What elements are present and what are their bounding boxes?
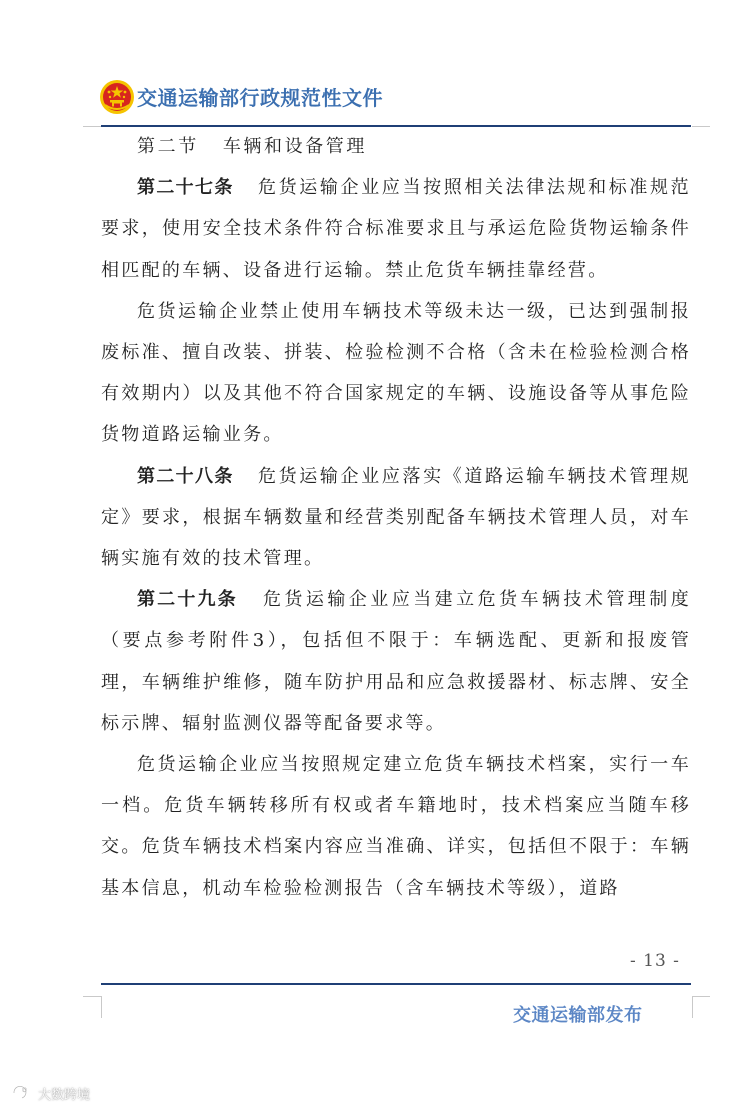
article-27-paragraph-2 [101, 291, 691, 456]
watermark [10, 1083, 90, 1103]
article-text: 危货运输企业应当建立危货车辆技术管理制度（要点参考附件3），包括但不限于：车辆选配、更新和报废管理，车辆维护维修，随车防护用品和应急救援器材、标志牌、安全标示牌、辐射监测仪器等配备要求等。 [101, 589, 692, 734]
corner-mark-top-left [83, 126, 101, 145]
article-number: 第二十八条 [137, 465, 234, 487]
article-text: 危货运输企业应当按照规定建立危货车辆技术档案，实行一车一档。危货车辆转移所有权或者车籍地时，技术档案应当随车移交。危货车辆技术档案内容应当准确、详实，包括但不限于：车辆基本信息，机动车检验检测报告（含车辆技术等级），道路 [101, 754, 691, 899]
section-title: 车辆和设备管理 [222, 136, 368, 157]
corner-mark-bottom-right-h [692, 996, 710, 997]
section-heading [101, 126, 691, 167]
article-29-paragraph-2 [101, 744, 691, 909]
corner-mark-bottom-right [692, 996, 711, 1018]
article-28-paragraph-1 [101, 456, 691, 580]
section-number: 第二节 [137, 136, 199, 157]
article-27-paragraph-1 [101, 167, 691, 291]
corner-mark-bottom-left [83, 996, 102, 1018]
watermark-logo-icon [10, 1083, 34, 1103]
article-number: 第二十七条 [137, 177, 234, 199]
page-number: - 13 - [630, 951, 680, 971]
footer-rule [101, 983, 691, 985]
watermark-text: 大数跨境 [38, 1087, 91, 1103]
svg-text:o: o [22, 1085, 27, 1094]
header-title: 交通运输部行政规范性文件 [137, 86, 383, 110]
national-emblem-icon [99, 79, 135, 115]
article-number: 第二十九条 [137, 589, 238, 611]
article-text: 危货运输企业应落实《道路运输车辆技术管理规定》要求，根据车辆数量和经营类别配备车辆技术管理人员，对车辆实施有效的技术管理。 [101, 465, 691, 570]
article-text: 危货运输企业应当按照相关法律法规和标准规范要求，使用安全技术条件符合标准要求且与承运危险货物运输条件相匹配的车辆、设备进行运输。禁止危货车辆挂靠经营。 [101, 177, 691, 281]
article-text: 危货运输企业禁止使用车辆技术等级未达一级，已达到强制报废标准、擅自改装、拼装、检验检测不合格（含未在检验检测合格有效期内）以及其他不符合国家规定的车辆、设施设备等从事危险货物道路运输业务。 [101, 300, 691, 446]
document-body [101, 126, 691, 909]
footer-publisher-label: 交通运输部发布 [513, 1005, 643, 1026]
article-29-paragraph-1 [101, 579, 691, 744]
corner-mark-bottom-left-h [83, 996, 101, 997]
corner-mark-top-right [692, 126, 710, 145]
